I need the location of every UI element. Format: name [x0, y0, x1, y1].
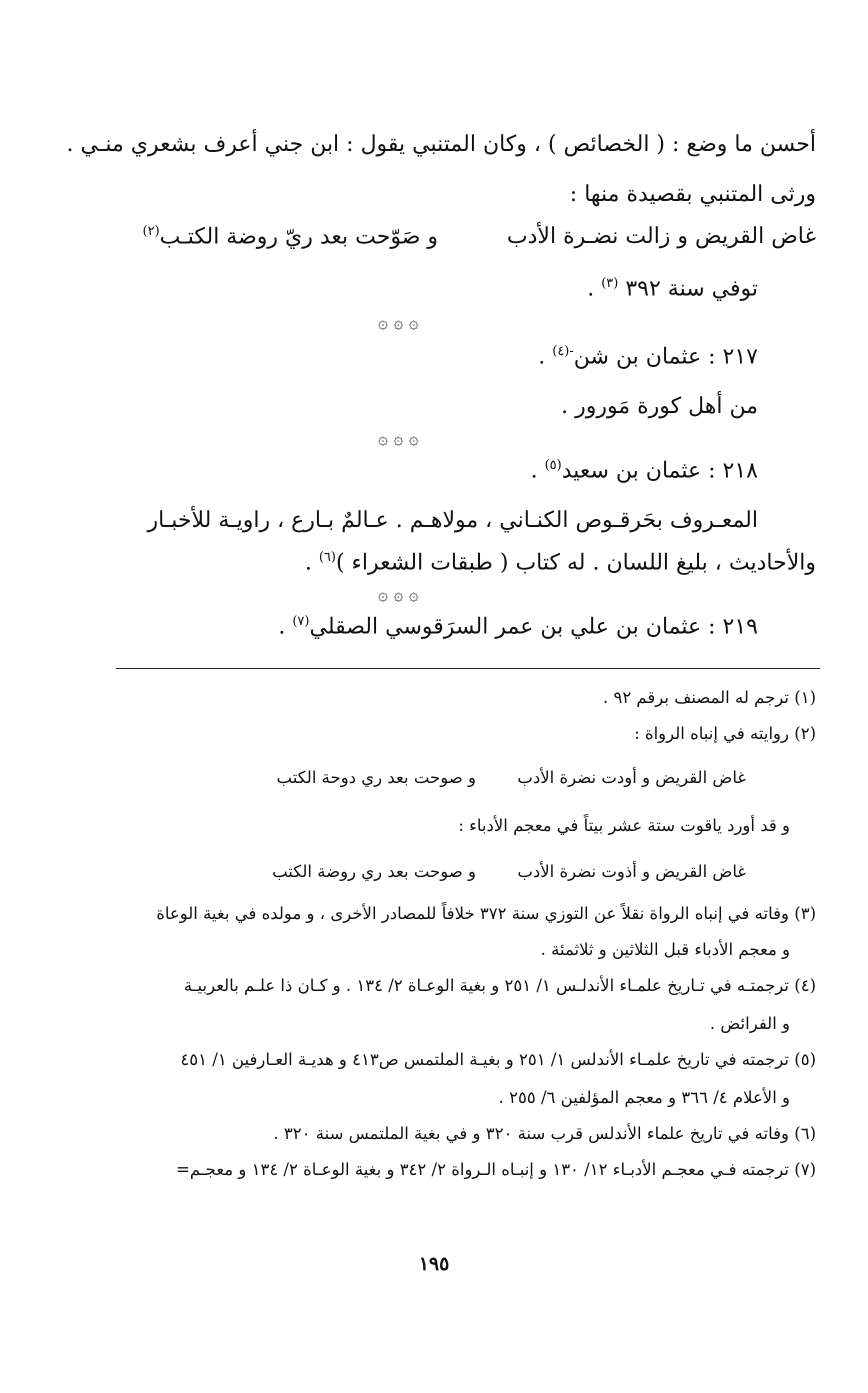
- entry-219-text: ٢١٩ : عثمان بن علي بن عمر السرَقوسي الصقلي: [309, 614, 758, 640]
- section-ornament-1: ۞ ۞ ۞: [378, 313, 419, 333]
- entry-218-line-2: [305, 550, 816, 575]
- footnote-marker-4: -(٤): [552, 344, 574, 359]
- footnote-marker-3: (٣): [601, 276, 619, 291]
- section-ornament-2: ۞ ۞ ۞: [378, 429, 419, 449]
- body-line-1: أحسن ما وضع : ( الخصائص ) ، وكان المتنبي يقول : ابن جني أعرف بشعري منـي .: [66, 132, 816, 157]
- body-line-2: ورثى المتنبي بقصيدة منها :: [569, 182, 816, 207]
- entry-218-heading: [531, 458, 758, 483]
- footnote-separator: [116, 668, 820, 669]
- entry-218-text: ٢١٨ : عثمان بن سعيد: [561, 458, 758, 484]
- footnote-2-yaqut: و قد أورد ياقوت ستة عشر بيتاً في معجم الأدباء :: [458, 816, 790, 835]
- footnote-marker-6: (٦): [318, 550, 336, 565]
- footnote-7: (٧) ترجمته فـي معجـم الأدبـاء ١٢/ ١٣٠ و إنبـاه الـرواة ٢/ ٣٤٢ و بغية الوعـاة ٢/ ١٣٤ و معجـم=: [176, 1160, 816, 1179]
- verse-1-right-hemistich: غاض القريض و زالت نضـرة الأدب: [506, 224, 816, 249]
- page-number: ١٩٥: [418, 1253, 450, 1275]
- entry-217-description: من أهل كورة مَورور .: [561, 394, 758, 419]
- footnote-5-line-1: (٥) ترجمته في تاريخ علمـاء الأندلس ١/ ٢٥١ و بغيـة الملتمس ص٤١٣ و هديـة العـارفين ١/ ٤٥١: [180, 1050, 816, 1069]
- death-year-line: [587, 276, 758, 301]
- footnote-2-verse-left: و صوحت بعد ري دوحة الكتب: [276, 768, 476, 787]
- footnote-marker-2: (٢): [142, 224, 160, 239]
- section-ornament-3: ۞ ۞ ۞: [378, 585, 419, 605]
- footnote-1: (١) ترجم له المصنف برقم ٩٢ .: [602, 688, 816, 707]
- footnote-2-verse2-right: غاض القريض و أذوت نضرة الأدب: [517, 862, 746, 881]
- footnote-3-line-1: (٣) وفاته في إنباه الرواة نقلاً عن التوزي سنة ٣٧٢ خلافاً للمصادر الأخرى ، و مولده في بغية الوعاة: [156, 904, 816, 923]
- verse-1-left-hemistich: [143, 224, 438, 249]
- footnote-marker-7: (٧): [292, 614, 310, 629]
- period: .: [278, 614, 286, 640]
- entry-218-line-2-text: والأحاديث ، بليغ اللسان . له كتاب ( طبقات الشعراء ): [335, 550, 816, 576]
- period: .: [530, 458, 538, 484]
- entry-219-heading: [278, 614, 758, 639]
- period: .: [538, 344, 546, 370]
- entry-218-line-1: المعـروف بحَرقـوص الكنـاني ، مولاهـم . عـالمٌ بـارع ، راويـة للأخبـار: [147, 508, 758, 533]
- death-year-text: توفي سنة ٣٩٢: [625, 276, 758, 302]
- period: .: [304, 550, 312, 576]
- footnote-4-line-2: و الفرائض .: [709, 1014, 790, 1033]
- footnote-5-line-2: و الأعلام ٤/ ٣٦٦ و معجم المؤلفين ٦/ ٢٥٥ .: [498, 1088, 790, 1107]
- footnote-2-verse2-left: و صوحت بعد ري روضة الكتب: [272, 862, 476, 881]
- footnote-marker-5: (٥): [544, 458, 562, 473]
- entry-217-heading: [538, 344, 758, 369]
- footnote-6: (٦) وفاته في تاريخ علماء الأندلس قرب سنة ٣٢٠ و في بغية الملتمس سنة ٣٢٠ .: [273, 1124, 816, 1143]
- footnote-2-verse-right: غاض القريض و أودت نضرة الأدب: [517, 768, 746, 787]
- footnote-4-line-1: (٤) ترجمتـه في تـاريخ علمـاء الأندلـس ١/ ٢٥١ و بغية الوعـاة ٢/ ١٣٤ . و كـان ذا علـم بالعربيـة: [183, 976, 816, 995]
- entry-217-text: ٢١٧ : عثمان بن شن: [573, 344, 758, 370]
- period: .: [587, 276, 595, 302]
- verse-1-left-text: و صَوّحت بعد ريّ روضة الكتـب: [159, 224, 438, 250]
- footnote-3-line-2: و معجم الأدباء قبل الثلاثين و ثلاثمئة .: [540, 940, 790, 959]
- footnote-2: (٢) روايته في إنباه الرواة :: [634, 724, 816, 743]
